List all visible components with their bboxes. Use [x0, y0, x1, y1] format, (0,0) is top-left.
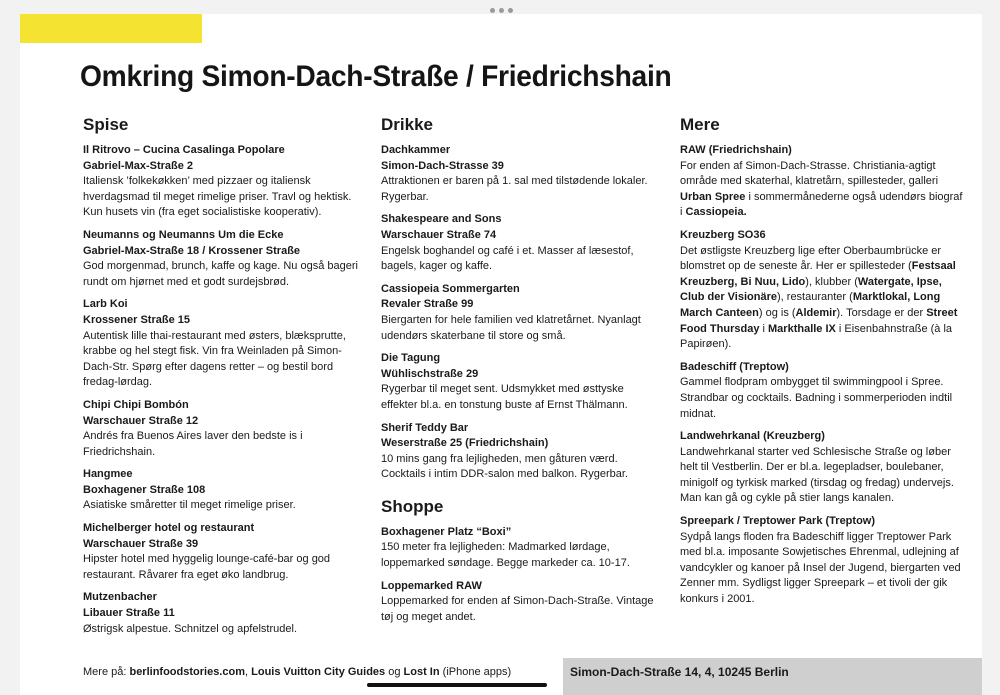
desc-highlight: Cassiopeia.: [685, 206, 747, 219]
entry-description: Loppemarked for enden af Simon-Dach-Straße. Vintage tøj og meget andet.: [381, 595, 654, 623]
entry-name: Il Ritrovo – Cucina Casalinga Popolare: [83, 144, 285, 156]
entry-name: Shakespeare and Sons: [381, 213, 502, 226]
desc-text: ), klubber (: [805, 275, 858, 288]
entry-address: Krossener Straße 15: [83, 313, 190, 326]
desc-text: i sommermånederne også udendørs biograf i: [680, 190, 963, 219]
column-drikke: [381, 115, 656, 632]
entry-description: Andrés fra Buenos Aires laver den bedste is i Friedrichshain.: [83, 430, 303, 458]
entry-address: Gabriel-Max-Straße 2: [83, 159, 194, 172]
column-mere: [680, 115, 965, 615]
column-spise: [83, 115, 358, 644]
list-item: [680, 143, 965, 221]
entry-description: Biergarten for hele familien ved klatretårnet. Nyanlagt udendørs skaterbane til store og små.: [381, 313, 641, 342]
entry-name: Kreuzberg SO36: [680, 228, 766, 241]
entry-description: Attraktionen er baren på 1. sal med tilstødende lokaler. Rygerbar.: [381, 175, 648, 203]
desc-highlight: Markthalle IX: [768, 322, 836, 335]
entry-address: Boxhagener Straße 108: [83, 483, 206, 496]
list-item: [83, 467, 358, 514]
document-page: [20, 14, 982, 695]
desc-text: i: [759, 322, 769, 335]
yellow-accent-bar: [20, 14, 202, 43]
entry-address: Simon-Dach-Strasse 39: [381, 159, 504, 172]
entry-address: Revaler Straße 99: [381, 298, 474, 311]
desc-text: ), restauranter (: [777, 291, 853, 304]
list-item: [381, 282, 656, 344]
entry-description: Engelsk boghandel og café i et. Masser af læsestof, bagels, kager og kaffe.: [381, 244, 634, 273]
entry-name: Michelberger hotel og restaurant: [83, 522, 255, 535]
entry-description: Gammel flodpram ombygget til swimmingpool i Spree. Strandbar og cocktails. Badning i sommerperioden indtil midnat.: [680, 376, 953, 420]
entry-name: Sherif Teddy Bar: [381, 421, 469, 434]
list-item: [381, 212, 656, 274]
entry-address: Weserstraße 25 (Friedrichshain): [381, 437, 549, 450]
list-item: [83, 228, 358, 290]
footer-separator: ,: [245, 666, 252, 678]
list-item: [381, 421, 656, 483]
entry-name: Mutzenbacher: [83, 591, 157, 604]
entry-name: Landwehrkanal (Kreuzberg): [680, 430, 825, 443]
list-item: [83, 297, 358, 391]
entry-description: Sydpå langs floden fra Badeschiff ligger Treptower Park med bl.a. imposante Sowjetisches Ehrenmal, udlejning af vandcykler og kanoer på Insel der Jugend, biergarten ved Zenner mm. Sydligst ligger Spreepark – et tivoli der gik konkurs i 2001.: [680, 530, 961, 606]
handle-dot: [508, 8, 513, 13]
list-item: [83, 521, 358, 583]
entry-address: Warschauer Straße 12: [83, 414, 199, 427]
section-heading-mere: Mere: [680, 115, 720, 134]
entry-name: Cassiopeia Sommergarten: [381, 282, 520, 295]
footer-address: Simon-Dach-Straße 14, 4, 10245 Berlin: [570, 665, 789, 679]
footer-suffix: (iPhone apps): [439, 666, 512, 678]
footer-separator: og: [385, 666, 404, 678]
footer-link-louis-vuitton: Louis Vuitton City Guides: [251, 666, 386, 678]
footer-address-box: [563, 658, 982, 695]
handle-dot: [490, 8, 495, 13]
entry-description: Autentisk lille thai-restaurant med østers, blæksprutte, krabbe og hel stegt fisk. Vin fra Weinladen på Simon-Dach-Str. Spørg efter dagens retter – og bestil bord fredag-lørdag.: [83, 329, 346, 389]
desc-highlight: Watergate, Ipse, Club der Visionäre: [680, 275, 942, 304]
desc-text: ). Torsdage er der: [836, 306, 927, 319]
footer-link-lost-in: Lost In: [403, 666, 440, 678]
entry-name: Spreepark / Treptower Park (Treptow): [680, 515, 876, 528]
home-indicator[interactable]: [367, 683, 547, 687]
entry-description: Asiatiske småretter til meget rimelige priser.: [83, 499, 296, 512]
section-heading-drikke: Drikke: [381, 115, 433, 134]
desc-highlight: Urban Spree: [680, 190, 746, 203]
section-heading-spise: Spise: [83, 115, 129, 134]
list-item: [83, 398, 358, 460]
entry-description: Rygerbar til meget sent. Udsmykket med østtyske effekter bl.a. en tonstung buste af Ernst Thälmann.: [381, 383, 628, 411]
desc-text: Det østligste Kreuzberg lige efter Oberbaumbrücke er blomstret op de seneste år. Her er spillesteder (: [680, 244, 942, 273]
entry-description: 10 mins gang fra lejligheden, men gåturen værd. Cocktails i intim DDR-salon med balkon. Rygerbar.: [381, 452, 628, 481]
page-title: Omkring Simon-Dach-Straße / Friedrichshain: [80, 60, 672, 93]
entry-name: Larb Koi: [83, 298, 128, 311]
footer-link-berlinfoodstories: berlinfoodstories.com: [129, 666, 245, 678]
entry-name: Neumanns og Neumanns Um die Ecke: [83, 228, 284, 241]
entry-name: Hangmee: [83, 468, 133, 481]
desc-text: ) og is (: [758, 306, 796, 319]
window-handle[interactable]: [490, 8, 513, 13]
desc-highlight: Marktlokal, Long March Canteen: [680, 291, 941, 319]
entry-name: Chipi Chipi Bombón: [83, 398, 189, 411]
desc-highlight: Aldemir: [795, 306, 837, 319]
desc-highlight: Festsaal Kreuzberg, Bi Nuu, Lido: [680, 260, 956, 288]
footer-links: [83, 665, 511, 679]
list-item: [680, 429, 965, 507]
desc-text: For enden af Simon-Dach-Strasse. Christiania-agtigt område med skaterhal, klatretårn, spillesteder, galleri: [680, 159, 939, 188]
entry-name: Boxhagener Platz “Boxi”: [381, 525, 512, 538]
entry-description: [680, 244, 965, 353]
entry-name: Badeschiff (Treptow): [680, 360, 789, 373]
entry-address: Wühlischstraße 29: [381, 367, 479, 380]
entry-name: Dachkammer: [381, 144, 451, 156]
entry-description: God morgenmad, brunch, kaffe og kage. Nu også bageri rundt om hjørnet med et godt surdejsbrød.: [83, 260, 358, 288]
list-item: [83, 143, 358, 221]
list-item: [680, 360, 965, 422]
handle-dot: [499, 8, 504, 13]
entry-description: Hipster hotel med hyggelig lounge-café-bar og god restaurant. Råvarer fra eget øko landbrug.: [83, 553, 331, 581]
list-item: [83, 590, 358, 637]
list-item: [381, 351, 656, 413]
entry-description: 150 meter fra lejligheden: Madmarked lørdage, loppemarked søndage. Begge markeder ca. 10-17.: [381, 541, 630, 570]
entry-name: Die Tagung: [381, 352, 441, 365]
desc-highlight: Street Food Thursday: [680, 306, 958, 335]
entry-description: Italiensk ’folkekøkken’ med pizzaer og italiensk hverdagsmad til meget rimelige priser. Travl og hektisk. Kun husets vin (fra eget socialistiske kooperativ).: [83, 175, 352, 219]
entry-description: Landwehrkanal starter ved Schlesische Straße og løber helt til Vestberlin. Der er bl.a. legepladser, boulebaner, minigolf og tyrkisk marked (tirsdag og fredag) undervejs. Man kan gå og cykle på stier langs kanalen.: [680, 445, 954, 505]
list-item: [381, 579, 656, 626]
section-heading-shoppe: Shoppe: [381, 496, 444, 516]
entry-description: [680, 159, 965, 221]
list-item: [680, 228, 965, 353]
entry-name: RAW (Friedrichshain): [680, 144, 792, 156]
list-item: [381, 525, 656, 572]
entry-address: Libauer Straße 11: [83, 607, 175, 620]
list-item: [381, 143, 656, 205]
entry-address: Gabriel-Max-Straße 18 / Krossener Straße: [83, 244, 301, 257]
desc-text: i Eisenbahnstraße (à la Papirøen).: [680, 322, 953, 351]
entry-address: Warschauer Straße 74: [381, 228, 497, 241]
entry-description: Østrigsk alpestue. Schnitzel og apfelstrudel.: [83, 622, 298, 635]
entry-address: Warschauer Straße 39: [83, 537, 199, 550]
footer-prefix: Mere på:: [83, 666, 130, 678]
list-item: [680, 514, 965, 608]
entry-name: Loppemarked RAW: [381, 579, 482, 592]
